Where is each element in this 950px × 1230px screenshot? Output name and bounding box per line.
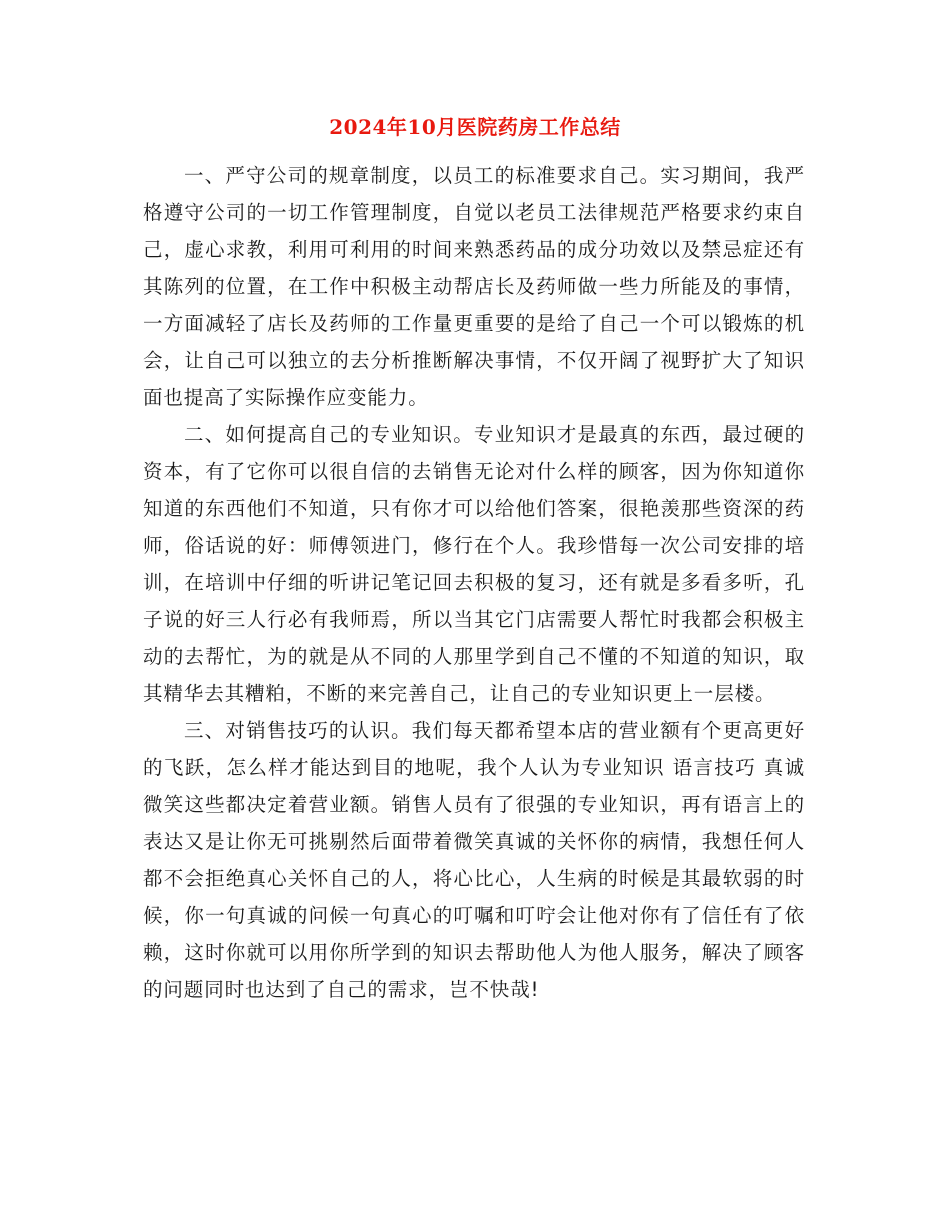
paragraph-1: 一、严守公司的规章制度，以员工的标准要求自己。实习期间，我严格遵守公司的一切工作管理制度，自觉以老员工法律规范严格要求约束自己，虚心求教，利用可利用的时间来熟悉药品的成分功效以及禁忌症还有其陈列的位置，在工作中积极主动帮店长及药师做一些力所能及的事情，一方面减轻了店长及药师的工作量更重要的是给了自己一个可以锻炼的机会，让自己可以独立的去分析推断解决事情，不仅开阔了视野扩大了知识面也提高了实际操作应变能力。 bbox=[143, 164, 805, 409]
document-title: 2024年10月医院药房工作总结 bbox=[329, 115, 621, 139]
document-body bbox=[143, 157, 805, 1008]
paragraph-3: 三、对销售技巧的认识。我们每天都希望本店的营业额有个更高更好的飞跃，怎么样才能达到目的地呢，我个人认为专业知识 语言技巧 真诚微笑这些都决定着营业额。销售人员有了很强的专业知识，再有语言上的表达又是让你无可挑剔然后面带着微笑真诚的关怀你的病情，我想任何人都不会拒绝真心关怀自己的人，将心比心，人生病的时候是其最软弱的时候，你一句真诚的问候一句真心的叮嘱和叮咛会让他对你有了信任有了依赖，这时你就可以用你所学到的知识去帮助他人为他人服务，解决了顾客的问题同时也达到了自己的需求，岂不快哉! bbox=[143, 719, 805, 1001]
paragraph-2: 二、如何提高自己的专业知识。专业知识才是最真的东西，最过硬的资本，有了它你可以很自信的去销售无论对什么样的顾客，因为你知道你知道的东西他们不知道，只有你才可以给他们答案，很艳羡那些资深的药师，俗话说的好：师傅领进门，修行在个人。我珍惜每一次公司安排的培训，在培训中仔细的听讲记笔记回去积极的复习，还有就是多看多听，孔子说的好三人行必有我师焉，所以当其它门店需要人帮忙时我都会积极主动的去帮忙，为的就是从不同的人那里学到自己不懂的不知道的知识，取其精华去其糟粕，不断的来完善自己，让自己的专业知识更上一层楼。 bbox=[143, 423, 805, 705]
